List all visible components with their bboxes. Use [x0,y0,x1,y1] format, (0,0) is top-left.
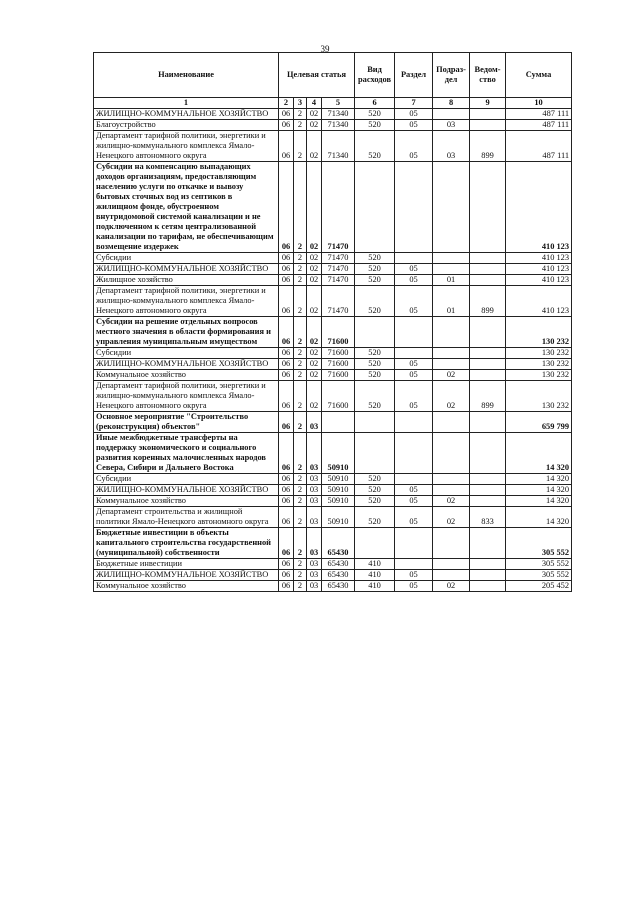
row-code-program: 06 [279,264,294,275]
row-department: 833 [470,507,506,528]
row-code-event: 03 [307,474,322,485]
row-subsection: 02 [433,370,470,381]
row-code-subprogram: 2 [294,581,307,592]
header-subsection: Подраз-дел [433,53,470,98]
row-code-program: 06 [279,253,294,264]
table-row [94,496,572,507]
row-code-subprogram: 2 [294,412,307,433]
row-subsection: 02 [433,381,470,412]
column-number: 2 [279,98,294,109]
row-code-direction: 71600 [322,370,355,381]
row-subsection: 02 [433,581,470,592]
row-subsection [433,474,470,485]
row-code-program: 06 [279,528,294,559]
column-number: 4 [307,98,322,109]
row-code-subprogram: 2 [294,359,307,370]
row-code-direction: 71470 [322,162,355,253]
row-expense-type: 520 [355,275,395,286]
row-code-program: 06 [279,120,294,131]
row-code-event: 02 [307,370,322,381]
row-department [470,120,506,131]
row-amount: 130 232 [506,381,572,412]
row-section [395,559,433,570]
row-section [395,162,433,253]
row-code-event: 02 [307,317,322,348]
row-code-event: 03 [307,528,322,559]
row-amount: 659 799 [506,412,572,433]
row-section: 05 [395,381,433,412]
table-row [94,109,572,120]
row-expense-type: 410 [355,581,395,592]
table-row [94,381,572,412]
header-section: Раздел [395,53,433,98]
row-section: 05 [395,109,433,120]
row-name: Бюджетные инвестиции в объекты капитального строительства государственной (муниципальной) собственности [94,528,279,559]
table-row [94,317,572,348]
row-expense-type [355,433,395,474]
row-code-program: 06 [279,348,294,359]
row-amount: 14 320 [506,433,572,474]
row-code-subprogram: 2 [294,370,307,381]
row-department [470,359,506,370]
table-body [94,109,572,592]
row-code-program: 06 [279,162,294,253]
row-amount: 130 232 [506,359,572,370]
row-expense-type: 410 [355,559,395,570]
row-department [470,317,506,348]
row-expense-type: 520 [355,286,395,317]
row-name: ЖИЛИЩНО-КОММУНАЛЬНОЕ ХОЗЯЙСТВО [94,485,279,496]
row-name: Коммунальное хозяйство [94,581,279,592]
row-code-direction: 71340 [322,120,355,131]
row-code-subprogram: 2 [294,507,307,528]
row-expense-type: 520 [355,485,395,496]
row-department [470,264,506,275]
row-code-subprogram: 2 [294,496,307,507]
row-name: Основное мероприятие "Строительство (реконструкция) объектов" [94,412,279,433]
row-amount: 410 123 [506,275,572,286]
row-expense-type: 520 [355,253,395,264]
table-row [94,433,572,474]
column-number: 10 [506,98,572,109]
row-code-subprogram: 2 [294,485,307,496]
row-code-subprogram: 2 [294,264,307,275]
row-code-program: 06 [279,109,294,120]
row-amount: 487 111 [506,109,572,120]
row-code-direction: 71470 [322,264,355,275]
row-code-direction: 50910 [322,496,355,507]
row-section: 05 [395,264,433,275]
row-code-event: 02 [307,264,322,275]
row-code-direction: 50910 [322,485,355,496]
row-name: ЖИЛИЩНО-КОММУНАЛЬНОЕ ХОЗЯЙСТВО [94,264,279,275]
header-amount: Сумма [506,53,572,98]
row-amount: 14 320 [506,485,572,496]
table-row [94,264,572,275]
table-row [94,286,572,317]
header-department: Ведом-ство [470,53,506,98]
row-code-event: 03 [307,433,322,474]
row-amount: 14 320 [506,496,572,507]
column-number-row [94,98,572,109]
row-amount: 487 111 [506,131,572,162]
row-section: 05 [395,131,433,162]
table-row [94,528,572,559]
row-code-program: 06 [279,317,294,348]
row-code-subprogram: 2 [294,381,307,412]
row-code-subprogram: 2 [294,162,307,253]
row-expense-type: 520 [355,496,395,507]
row-name: Департамент тарифной политики, энергетики и жилищно-коммунального комплекса Ямало-Ненецкого автономного округа [94,286,279,317]
table-row [94,412,572,433]
row-code-direction: 65430 [322,528,355,559]
table-row [94,131,572,162]
row-name: ЖИЛИЩНО-КОММУНАЛЬНОЕ ХОЗЯЙСТВО [94,570,279,581]
row-code-direction: 65430 [322,570,355,581]
row-expense-type: 520 [355,109,395,120]
row-name: Департамент строительства и жилищной политики Ямало-Ненецкого автономного округа [94,507,279,528]
row-expense-type: 520 [355,120,395,131]
row-code-direction: 71470 [322,275,355,286]
row-code-event: 02 [307,162,322,253]
row-department: 899 [470,131,506,162]
table-row [94,581,572,592]
row-code-program: 06 [279,286,294,317]
row-subsection [433,264,470,275]
row-name: Жилищное хозяйство [94,275,279,286]
row-code-direction: 50910 [322,433,355,474]
row-expense-type: 520 [355,381,395,412]
row-code-subprogram: 2 [294,286,307,317]
row-subsection [433,559,470,570]
table-row [94,348,572,359]
column-number: 7 [395,98,433,109]
column-number: 9 [470,98,506,109]
row-code-program: 06 [279,485,294,496]
row-code-program: 06 [279,507,294,528]
column-number: 8 [433,98,470,109]
row-code-program: 06 [279,559,294,570]
table-row [94,485,572,496]
row-code-subprogram: 2 [294,528,307,559]
row-amount: 14 320 [506,474,572,485]
row-code-direction: 65430 [322,581,355,592]
row-code-subprogram: 2 [294,559,307,570]
row-code-event: 03 [307,581,322,592]
row-subsection [433,570,470,581]
row-name: Благоустройство [94,120,279,131]
row-section: 05 [395,581,433,592]
row-name: Субсидии на решение отдельных вопросов местного значения в области формирования и управления муниципальным имуществом [94,317,279,348]
row-code-direction: 71340 [322,109,355,120]
row-subsection [433,253,470,264]
row-code-event: 03 [307,496,322,507]
table-header-row [94,53,572,98]
page-number: 39 [320,44,330,54]
row-expense-type [355,412,395,433]
table-row [94,120,572,131]
row-subsection [433,359,470,370]
column-number: 3 [294,98,307,109]
row-department [470,162,506,253]
row-name: ЖИЛИЩНО-КОММУНАЛЬНОЕ ХОЗЯЙСТВО [94,359,279,370]
row-section [395,253,433,264]
table-row [94,275,572,286]
row-code-event: 02 [307,253,322,264]
row-department [470,570,506,581]
row-code-direction [322,412,355,433]
row-code-subprogram: 2 [294,253,307,264]
row-code-program: 06 [279,474,294,485]
row-code-event: 02 [307,286,322,317]
row-name: Департамент тарифной политики, энергетики и жилищно-коммунального комплекса Ямало-Ненецкого автономного округа [94,131,279,162]
row-amount: 410 123 [506,253,572,264]
column-number: 1 [94,98,279,109]
row-code-subprogram: 2 [294,131,307,162]
row-section: 05 [395,496,433,507]
row-section: 05 [395,485,433,496]
row-code-subprogram: 2 [294,348,307,359]
row-subsection: 02 [433,507,470,528]
row-expense-type: 410 [355,570,395,581]
row-department: 899 [470,381,506,412]
row-code-event: 02 [307,120,322,131]
row-name: Субсидии [94,474,279,485]
row-code-program: 06 [279,496,294,507]
row-amount: 130 232 [506,317,572,348]
row-section [395,528,433,559]
row-amount: 305 552 [506,528,572,559]
row-code-event: 03 [307,412,322,433]
row-expense-type: 520 [355,348,395,359]
row-code-event: 02 [307,109,322,120]
table-row [94,370,572,381]
row-code-direction: 50910 [322,474,355,485]
row-code-program: 06 [279,433,294,474]
row-amount: 487 111 [506,120,572,131]
row-code-direction: 50910 [322,507,355,528]
row-department [470,474,506,485]
row-name: ЖИЛИЩНО-КОММУНАЛЬНОЕ ХОЗЯЙСТВО [94,109,279,120]
row-code-program: 06 [279,381,294,412]
row-subsection [433,485,470,496]
row-expense-type [355,162,395,253]
row-section: 05 [395,507,433,528]
row-department [470,559,506,570]
row-department [470,348,506,359]
row-amount: 130 232 [506,370,572,381]
row-code-program: 06 [279,412,294,433]
row-name: Коммунальное хозяйство [94,370,279,381]
row-code-direction: 71600 [322,381,355,412]
row-expense-type: 520 [355,507,395,528]
row-section: 05 [395,120,433,131]
row-section [395,433,433,474]
row-subsection: 03 [433,131,470,162]
table-row [94,162,572,253]
row-section: 05 [395,359,433,370]
row-code-program: 06 [279,359,294,370]
row-department [470,412,506,433]
row-code-program: 06 [279,131,294,162]
row-name: Иные межбюджетные трансферты на поддержку экономического и социального развития коренных малочисленных народов Севера, Сибири и Дальнего Востока [94,433,279,474]
header-name: Наименование [94,53,279,98]
row-subsection: 01 [433,275,470,286]
row-name: Субсидии [94,348,279,359]
row-code-event: 03 [307,570,322,581]
row-department [470,528,506,559]
row-code-event: 03 [307,559,322,570]
row-department [470,581,506,592]
row-amount: 14 320 [506,507,572,528]
header-target-article: Целевая статья [279,53,355,98]
row-expense-type [355,528,395,559]
row-name: Субсидии [94,253,279,264]
budget-table [93,52,572,592]
row-section [395,412,433,433]
row-expense-type [355,317,395,348]
row-section [395,474,433,485]
row-section [395,348,433,359]
row-code-program: 06 [279,370,294,381]
row-code-event: 03 [307,507,322,528]
table-row [94,507,572,528]
row-section [395,317,433,348]
row-code-event: 02 [307,131,322,162]
row-amount: 410 123 [506,162,572,253]
row-subsection [433,317,470,348]
row-code-subprogram: 2 [294,275,307,286]
row-code-direction: 65430 [322,559,355,570]
row-amount: 305 552 [506,570,572,581]
row-amount: 410 123 [506,286,572,317]
row-code-event: 03 [307,485,322,496]
row-code-event: 02 [307,348,322,359]
row-section: 05 [395,370,433,381]
table-row [94,359,572,370]
column-number: 6 [355,98,395,109]
row-department [470,485,506,496]
row-section: 05 [395,275,433,286]
row-code-program: 06 [279,581,294,592]
row-expense-type: 520 [355,370,395,381]
row-code-direction: 71470 [322,253,355,264]
row-code-subprogram: 2 [294,317,307,348]
row-subsection: 01 [433,286,470,317]
row-department [470,433,506,474]
row-code-program: 06 [279,275,294,286]
row-code-direction: 71600 [322,317,355,348]
row-amount: 410 123 [506,264,572,275]
table-row [94,559,572,570]
column-number: 5 [322,98,355,109]
row-subsection [433,412,470,433]
row-name: Департамент тарифной политики, энергетики и жилищно-коммунального комплекса Ямало-Ненецкого автономного округа [94,381,279,412]
row-department [470,253,506,264]
row-code-event: 02 [307,359,322,370]
row-amount: 205 452 [506,581,572,592]
row-expense-type: 520 [355,264,395,275]
row-subsection [433,109,470,120]
row-code-subprogram: 2 [294,570,307,581]
row-department: 899 [470,286,506,317]
row-section: 05 [395,286,433,317]
row-code-direction: 71600 [322,348,355,359]
row-name: Коммунальное хозяйство [94,496,279,507]
row-code-direction: 71470 [322,286,355,317]
row-code-event: 02 [307,275,322,286]
row-department [470,109,506,120]
row-subsection: 03 [433,120,470,131]
row-subsection [433,433,470,474]
row-department [470,275,506,286]
row-code-program: 06 [279,570,294,581]
row-amount: 305 552 [506,559,572,570]
row-amount: 130 232 [506,348,572,359]
row-expense-type: 520 [355,131,395,162]
row-code-subprogram: 2 [294,109,307,120]
row-code-event: 02 [307,381,322,412]
row-code-subprogram: 2 [294,474,307,485]
row-name: Бюджетные инвестиции [94,559,279,570]
row-subsection: 02 [433,496,470,507]
header-expense-type: Вид расходов [355,53,395,98]
row-code-direction: 71340 [322,131,355,162]
row-code-direction: 71600 [322,359,355,370]
table-row [94,570,572,581]
table-row [94,474,572,485]
row-name: Субсидии на компенсацию выпадающих доходов организациям, предоставляющим населению услуги по откачке и вывозу бытовых сточных вод из септиков в жилищном фонде, обустроенном внутридомовой системой канализации и не подключенном к сетям централизованной канализации по тарифам, не обеспечивающим возмещение издержек [94,162,279,253]
row-section: 05 [395,570,433,581]
row-expense-type: 520 [355,359,395,370]
row-subsection [433,162,470,253]
row-subsection [433,528,470,559]
table-row [94,253,572,264]
row-code-subprogram: 2 [294,120,307,131]
row-code-subprogram: 2 [294,433,307,474]
row-department [470,370,506,381]
row-subsection [433,348,470,359]
row-department [470,496,506,507]
row-expense-type: 520 [355,474,395,485]
